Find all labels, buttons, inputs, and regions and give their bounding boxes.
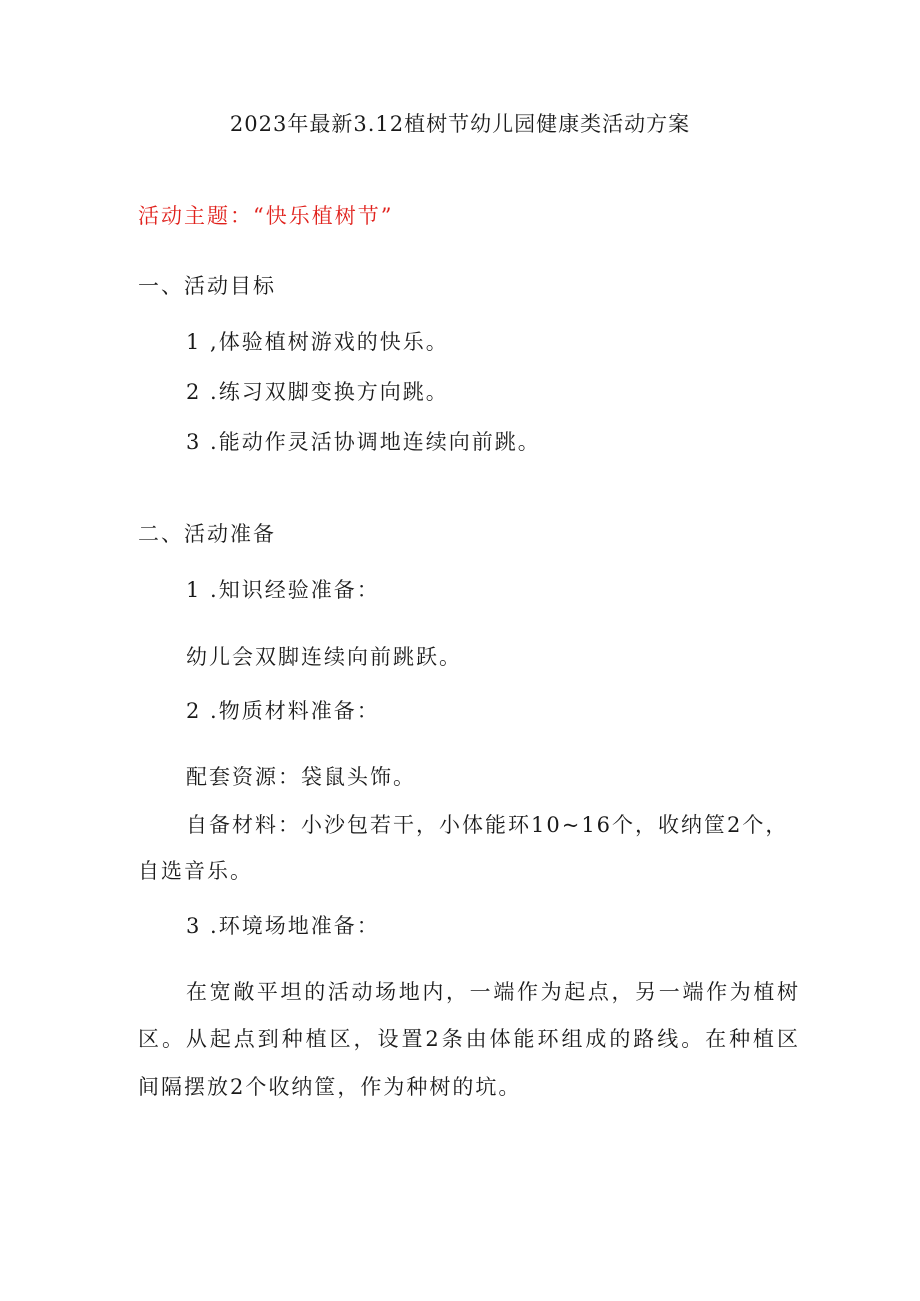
section-heading-goals: 一、活动目标 (138, 274, 276, 298)
activity-theme: 活动主题：“快乐植树节” (138, 204, 394, 228)
prep-materials-line-2: 自选音乐。 (138, 859, 253, 883)
prep-item-knowledge: 1 .知识经验准备： (186, 578, 380, 602)
prep-environment-line-2: 区。从起点到种植区，设置2条由体能环组成的路线。在种植区 (138, 1027, 800, 1051)
goal-item-3: 3 .能动作灵活协调地连续向前跳。 (186, 430, 541, 454)
section-heading-preparation: 二、活动准备 (138, 522, 276, 546)
prep-materials-line-1: 自备材料：小沙包若干，小体能环10~16个，收纳筐2个， (186, 813, 789, 837)
prep-resources-text: 配套资源：袋鼠头饰。 (186, 765, 416, 789)
prep-item-materials: 2 .物质材料准备： (186, 699, 380, 723)
goal-item-2: 2 .练习双脚变换方向跳。 (186, 380, 449, 404)
prep-knowledge-text: 幼儿会双脚连续向前跳跃。 (186, 645, 462, 669)
document-title: 2023年最新3.12植树节幼儿园健康类活动方案 (229, 112, 691, 136)
prep-environment-line-3: 间隔摆放2个收纳筐，作为种树的坑。 (138, 1075, 522, 1099)
goal-item-1: 1 ,体验植树游戏的快乐。 (186, 330, 449, 354)
prep-environment-line-1: 在宽敞平坦的活动场地内，一端作为起点，另一端作为植树 (186, 980, 800, 1004)
prep-item-environment: 3 .环境场地准备： (186, 914, 380, 938)
